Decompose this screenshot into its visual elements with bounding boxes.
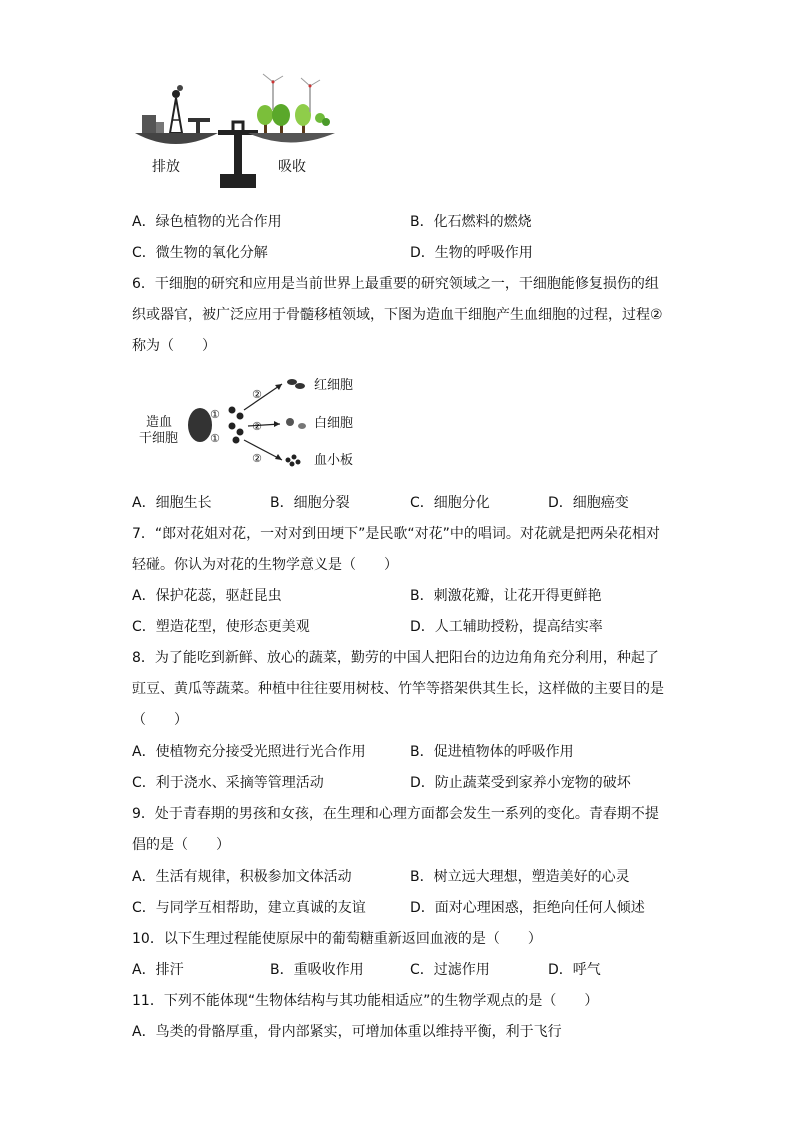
process-2-label-mid: ②: [252, 420, 262, 433]
q8-line-2: 豇豆、黄瓜等蔬菜。种植中往往要用树枝、竹竿等搭架供其生长，这样做的主要目的是: [132, 681, 664, 697]
q7-option-d: D．人工辅助授粉，提高结实率: [410, 619, 603, 635]
white-cell-icon: [286, 418, 294, 426]
q7-line-1: 7．“郎对花姐对花，一对对到田埂下”是民歌“对花”中的唱词。对花就是把两朵花相对: [132, 526, 660, 542]
q8-line-3: （ ）: [132, 712, 188, 728]
platelet-label: 血小板: [314, 453, 354, 468]
q7-option-b: B．刺激花瓣，让花开得更鲜艳: [410, 588, 602, 604]
q6-option-a: A．细胞生长: [132, 495, 212, 511]
q10-line: 10．以下生理过程能使原尿中的葡萄糖重新返回血液的是（ ）: [132, 931, 542, 947]
tree-icon: [272, 104, 290, 126]
balance-scale-drawing: [130, 70, 345, 195]
oil-derrick-icon: [170, 98, 182, 133]
q6-option-d: D．细胞癌变: [548, 495, 629, 511]
q6-option-c: C．细胞分化: [410, 495, 490, 511]
q9-option-a: A．生活有规律，积极参加文体活动: [132, 869, 352, 885]
q5-option-d: D．生物的呼吸作用: [410, 245, 533, 261]
red-cell-label: 红细胞: [314, 378, 354, 393]
stem-cell-label-2: 干细胞: [139, 431, 179, 446]
balance-left-label: 排放: [152, 159, 180, 175]
q10-option-a: A．排汗: [132, 962, 184, 978]
balance-right-label: 吸收: [278, 159, 306, 175]
stem-cell-icon: [188, 408, 212, 442]
q10-option-c: C．过滤作用: [410, 962, 490, 978]
q9-option-b: B．树立远大理想，塑造美好的心灵: [410, 869, 630, 885]
white-cell-label: 白细胞: [314, 416, 354, 431]
q11-line: 11．下列不能体现“生物体结构与其功能相适应”的生物学观点的是（ ）: [132, 993, 599, 1009]
process-1-label-bottom: ①: [210, 432, 220, 445]
q8-option-b: B．促进植物体的呼吸作用: [410, 744, 574, 760]
q7-line-2: 轻碰。你认为对花的生物学意义是（ ）: [132, 557, 398, 573]
left-pan: [135, 133, 218, 144]
q6-option-b: B．细胞分裂: [270, 495, 350, 511]
q5-option-c: C．微生物的氧化分解: [132, 245, 268, 261]
q6-line-1: 6．干细胞的研究和应用是当前世界上最重要的研究领域之一，干细胞能修复损伤的组: [132, 276, 659, 292]
q11-option-a: A．鸟类的骨骼厚重，骨内部紧实，可增加体重以维持平衡，利于飞行: [132, 1024, 562, 1040]
q8-line-1: 8．为了能吃到新鲜、放心的蔬菜，勤劳的中国人把阳台的边边角角充分利用，种起了: [132, 650, 659, 666]
q9-option-d: D．面对心理困惑，拒绝向任何人倾述: [410, 900, 645, 916]
q8-option-c: C．利于浇水、采摘等管理活动: [132, 775, 324, 791]
q6-line-2: 织或器官，被广泛应用于骨髓移植领域，下图为造血干细胞产生血细胞的过程，过程②: [132, 307, 663, 323]
q9-line-1: 9．处于青春期的男孩和女孩，在生理和心理方面都会发生一系列的变化。青春期不提: [132, 806, 659, 822]
q9-line-2: 倡的是（ ）: [132, 837, 230, 853]
platelet-icon: [286, 458, 291, 463]
right-pan: [248, 133, 335, 143]
q7-option-c: C．塑造花型，使形态更美观: [132, 619, 310, 635]
tree-icon: [295, 104, 311, 126]
stem-cell-label-1: 造血: [146, 415, 173, 430]
scale-post: [234, 132, 242, 177]
tree-icon: [257, 105, 273, 125]
q10-option-d: D．呼气: [548, 962, 601, 978]
q10-option-b: B．重吸收作用: [270, 962, 364, 978]
factory-icon: [142, 115, 156, 133]
q6-line-3: 称为（ ）: [132, 338, 216, 354]
balance-scale-figure: [130, 70, 345, 195]
process-2-label-top: ②: [252, 388, 262, 401]
q8-option-d: D．防止蔬菜受到家养小宠物的破坏: [410, 775, 631, 791]
q9-option-c: C．与同学互相帮助，建立真诚的友谊: [132, 900, 366, 916]
process-2-label-bottom: ②: [252, 452, 262, 465]
scale-base: [220, 174, 256, 188]
q7-option-a: A．保护花蕊，驱赶昆虫: [132, 588, 282, 604]
stem-cell-figure: [132, 370, 362, 475]
red-cell-icon: [287, 379, 297, 385]
pumpjack-icon: [188, 118, 210, 122]
process-1-label-top: ①: [210, 408, 220, 421]
q5-option-b: B．化石燃料的燃烧: [410, 214, 532, 230]
q8-option-a: A．使植物充分接受光照进行光合作用: [132, 744, 366, 760]
q5-option-a: A．绿色植物的光合作用: [132, 214, 282, 230]
